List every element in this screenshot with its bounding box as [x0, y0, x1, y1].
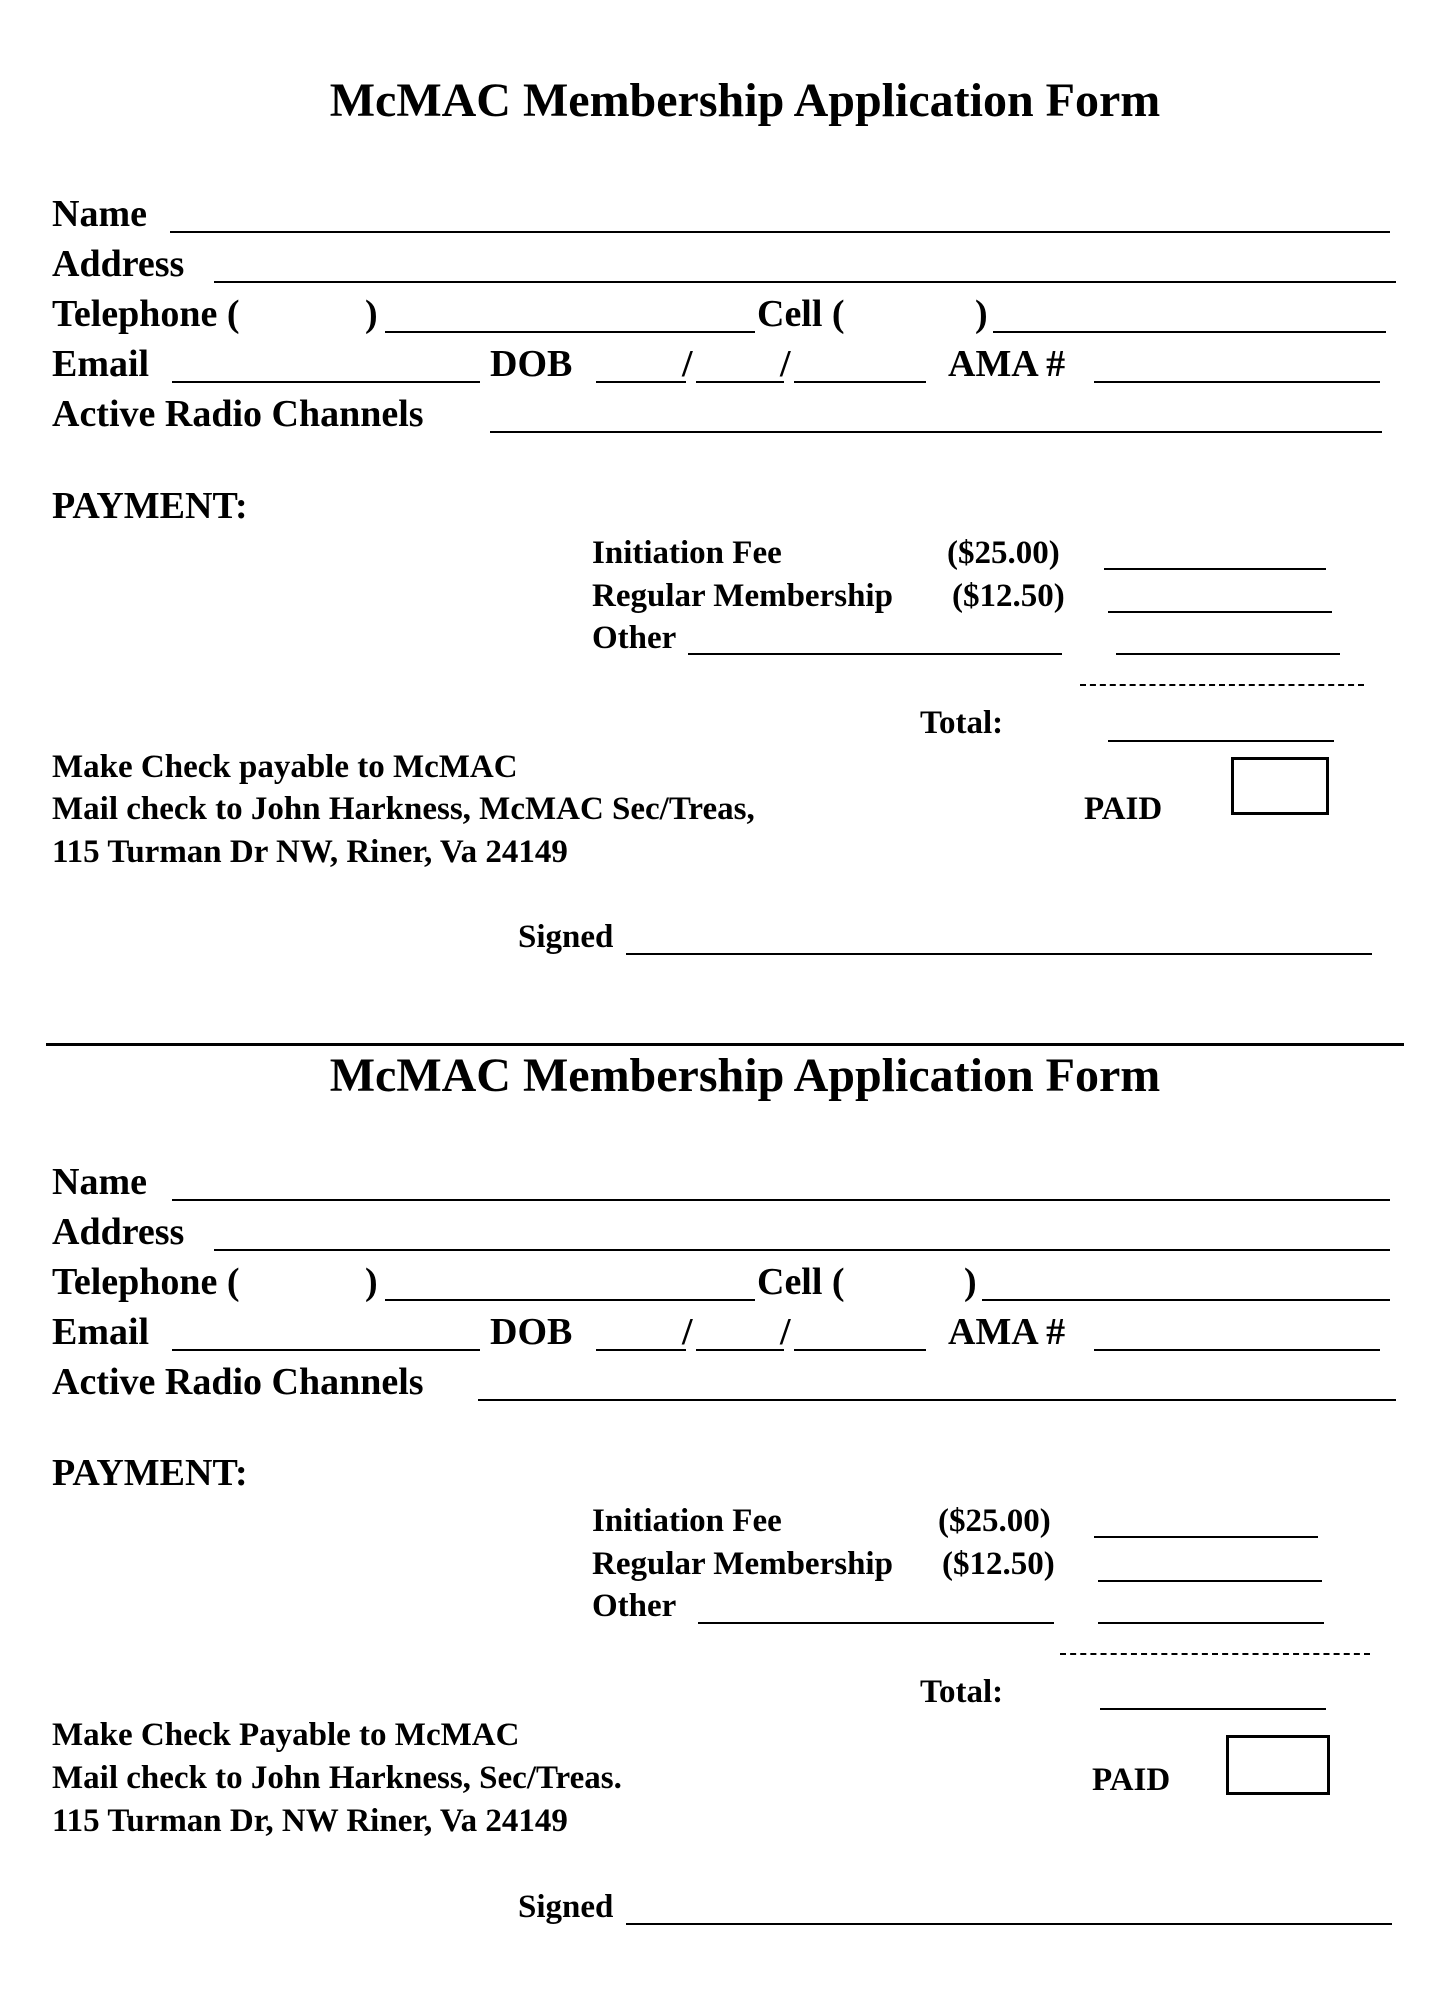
ama-number-field[interactable] [1094, 1349, 1380, 1351]
payment-heading: PAYMENT: [52, 485, 248, 527]
initiation-fee-amount: ($25.00) [938, 1503, 1051, 1539]
payment-heading: PAYMENT: [52, 1452, 248, 1494]
dob-separator: / [682, 1311, 693, 1353]
dob-day-field[interactable] [696, 1349, 784, 1351]
dob-separator: / [682, 343, 693, 385]
paid-checkbox[interactable] [1226, 1735, 1330, 1795]
dob-year-field[interactable] [794, 1349, 926, 1351]
subtotal-divider [1060, 1653, 1370, 1655]
mailing-address-text: 115 Turman Dr, NW Riner, Va 24149 [52, 1803, 568, 1839]
ama-label: AMA # [948, 1311, 1066, 1353]
ama-label: AMA # [948, 343, 1066, 385]
email-label: Email [52, 1311, 150, 1353]
dob-month-field[interactable] [596, 1349, 686, 1351]
initiation-fee-amount: ($25.00) [947, 535, 1060, 571]
regular-membership-amount: ($12.50) [952, 578, 1065, 614]
paid-label: PAID [1092, 1762, 1171, 1798]
initiation-fee-label: Initiation Fee [592, 535, 782, 571]
email-label: Email [52, 343, 150, 385]
dob-separator: / [780, 343, 791, 385]
telephone-close-paren: ) [365, 1261, 378, 1303]
telephone-close-paren: ) [365, 293, 378, 335]
cell-label: Cell ( [757, 293, 845, 335]
form-divider [46, 1043, 1404, 1046]
name-field[interactable] [172, 1199, 1390, 1201]
name-label: Name [52, 1161, 147, 1203]
check-payable-text: Make Check payable to McMAC [52, 749, 518, 785]
regular-membership-label: Regular Membership [592, 578, 893, 614]
form-title: McMAC Membership Application Form [329, 1049, 1161, 1102]
cell-close-paren: ) [964, 1261, 977, 1303]
other-amount-field[interactable] [1098, 1622, 1324, 1624]
cell-label: Cell ( [757, 1261, 845, 1303]
telephone-field[interactable] [385, 1299, 755, 1301]
signed-label: Signed [518, 919, 614, 955]
dob-label: DOB [490, 1311, 573, 1353]
email-field[interactable] [172, 1349, 480, 1351]
check-payable-text: Make Check Payable to McMAC [52, 1717, 520, 1753]
address-field[interactable] [214, 1249, 1390, 1251]
name-label: Name [52, 193, 147, 235]
regular-membership-label: Regular Membership [592, 1546, 893, 1582]
address-label: Address [52, 1211, 185, 1253]
paid-label: PAID [1084, 791, 1163, 827]
address-label: Address [52, 243, 185, 285]
initiation-fee-field[interactable] [1094, 1536, 1318, 1538]
total-label: Total: [920, 1674, 1004, 1710]
other-label: Other [592, 1588, 677, 1624]
signature-field[interactable] [626, 1923, 1392, 1925]
telephone-label: Telephone ( [52, 1261, 240, 1303]
form-title: McMAC Membership Application Form [329, 74, 1161, 127]
radio-channels-label: Active Radio Channels [52, 1361, 424, 1403]
dob-separator: / [780, 1311, 791, 1353]
mail-check-text: Mail check to John Harkness, Sec/Treas. [52, 1760, 622, 1796]
initiation-fee-label: Initiation Fee [592, 1503, 782, 1539]
other-description-field[interactable] [698, 1622, 1054, 1624]
regular-membership-amount: ($12.50) [942, 1546, 1055, 1582]
radio-channels-field[interactable] [478, 1399, 1396, 1401]
total-label: Total: [920, 705, 1004, 741]
cell-close-paren: ) [975, 293, 988, 335]
dob-label: DOB [490, 343, 573, 385]
cell-field[interactable] [982, 1299, 1390, 1301]
regular-membership-field[interactable] [1098, 1580, 1322, 1582]
radio-channels-label: Active Radio Channels [52, 393, 424, 435]
other-label: Other [592, 620, 677, 656]
mailing-address-text: 115 Turman Dr NW, Riner, Va 24149 [52, 834, 568, 870]
mail-check-text: Mail check to John Harkness, McMAC Sec/Treas, [52, 791, 755, 827]
signed-label: Signed [518, 1889, 614, 1925]
telephone-label: Telephone ( [52, 293, 240, 335]
total-field[interactable] [1100, 1708, 1326, 1710]
